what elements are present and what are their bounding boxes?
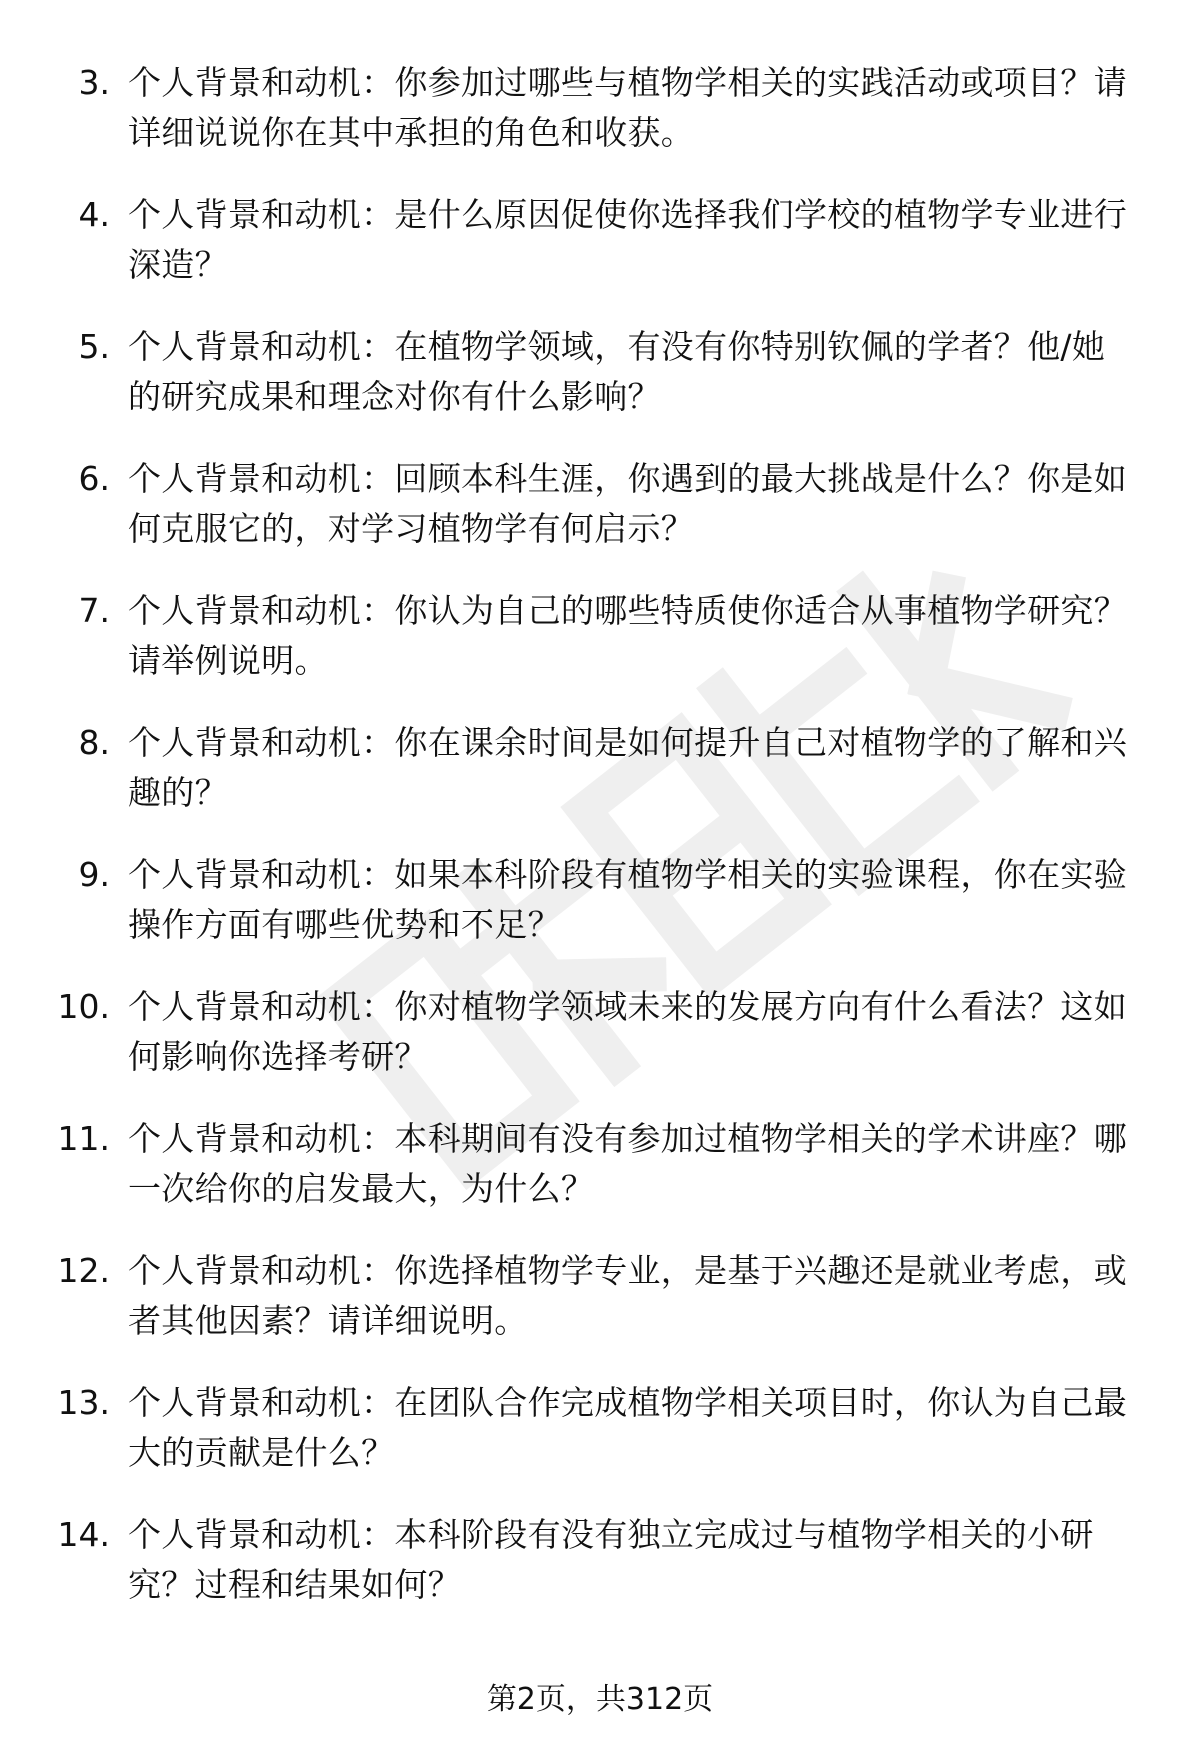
page-number-footer: 第2页，共312页 (486, 1682, 714, 1717)
question-number: 10. (57, 987, 110, 1026)
question-text: 个人背景和动机：本科阶段有没有独立完成过与植物学相关的小研究？过程和结果如何？ (128, 1515, 1094, 1604)
question-text: 个人背景和动机：如果本科阶段有植物学相关的实验课程，你在实验操作方面有哪些优势和不足？ (128, 855, 1127, 944)
question-text: 个人背景和动机：本科期间有没有参加过植物学相关的学术讲座？哪一次给你的启发最大，为什么？ (128, 1119, 1127, 1208)
question-text: 个人背景和动机：你认为自己的哪些特质使你适合从事植物学研究？请举例说明。 (128, 591, 1127, 680)
list-item (0, 1246, 1200, 1378)
question-text: 个人背景和动机：在团队合作完成植物学相关项目时，你认为自己最大的贡献是什么？ (128, 1383, 1127, 1472)
question-number: 14. (57, 1515, 110, 1554)
question-number: 13. (57, 1383, 110, 1422)
list-item (0, 1378, 1200, 1510)
list-item (0, 586, 1200, 718)
question-number: 4. (78, 195, 110, 234)
list-item (0, 982, 1200, 1114)
list-item (0, 322, 1200, 454)
question-text: 个人背景和动机：你在课余时间是如何提升自己对植物学的了解和兴趣的？ (128, 723, 1127, 812)
question-text: 个人背景和动机：是什么原因促使你选择我们学校的植物学专业进行深造？ (128, 195, 1127, 284)
question-number: 5. (78, 327, 110, 366)
question-number: 3. (78, 63, 110, 102)
question-number: 7. (78, 591, 110, 630)
question-text: 个人背景和动机：回顾本科生涯，你遇到的最大挑战是什么？你是如何克服它的，对学习植物学有何启示？ (128, 459, 1127, 548)
question-text: 个人背景和动机：在植物学领域，有没有你特别钦佩的学者？他/她的研究成果和理念对你有什么影响？ (128, 327, 1106, 416)
question-text: 个人背景和动机：你选择植物学专业，是基于兴趣还是就业考虑，或者其他因素？请详细说明。 (128, 1251, 1127, 1340)
list-item (0, 850, 1200, 982)
list-item (0, 190, 1200, 322)
list-item (0, 718, 1200, 850)
question-number: 6. (78, 459, 110, 498)
question-number: 8. (78, 723, 110, 762)
question-number: 11. (57, 1119, 110, 1158)
question-list (0, 58, 1200, 1642)
list-item (0, 1510, 1200, 1642)
question-number: 12. (57, 1251, 110, 1290)
question-text: 个人背景和动机：你参加过哪些与植物学相关的实践活动或项目？请详细说说你在其中承担的角色和收获。 (128, 63, 1127, 152)
list-item (0, 58, 1200, 190)
list-item (0, 1114, 1200, 1246)
question-number: 9. (78, 855, 110, 894)
question-text: 个人背景和动机：你对植物学领域未来的发展方向有什么看法？这如何影响你选择考研？ (128, 987, 1127, 1076)
list-item (0, 454, 1200, 586)
